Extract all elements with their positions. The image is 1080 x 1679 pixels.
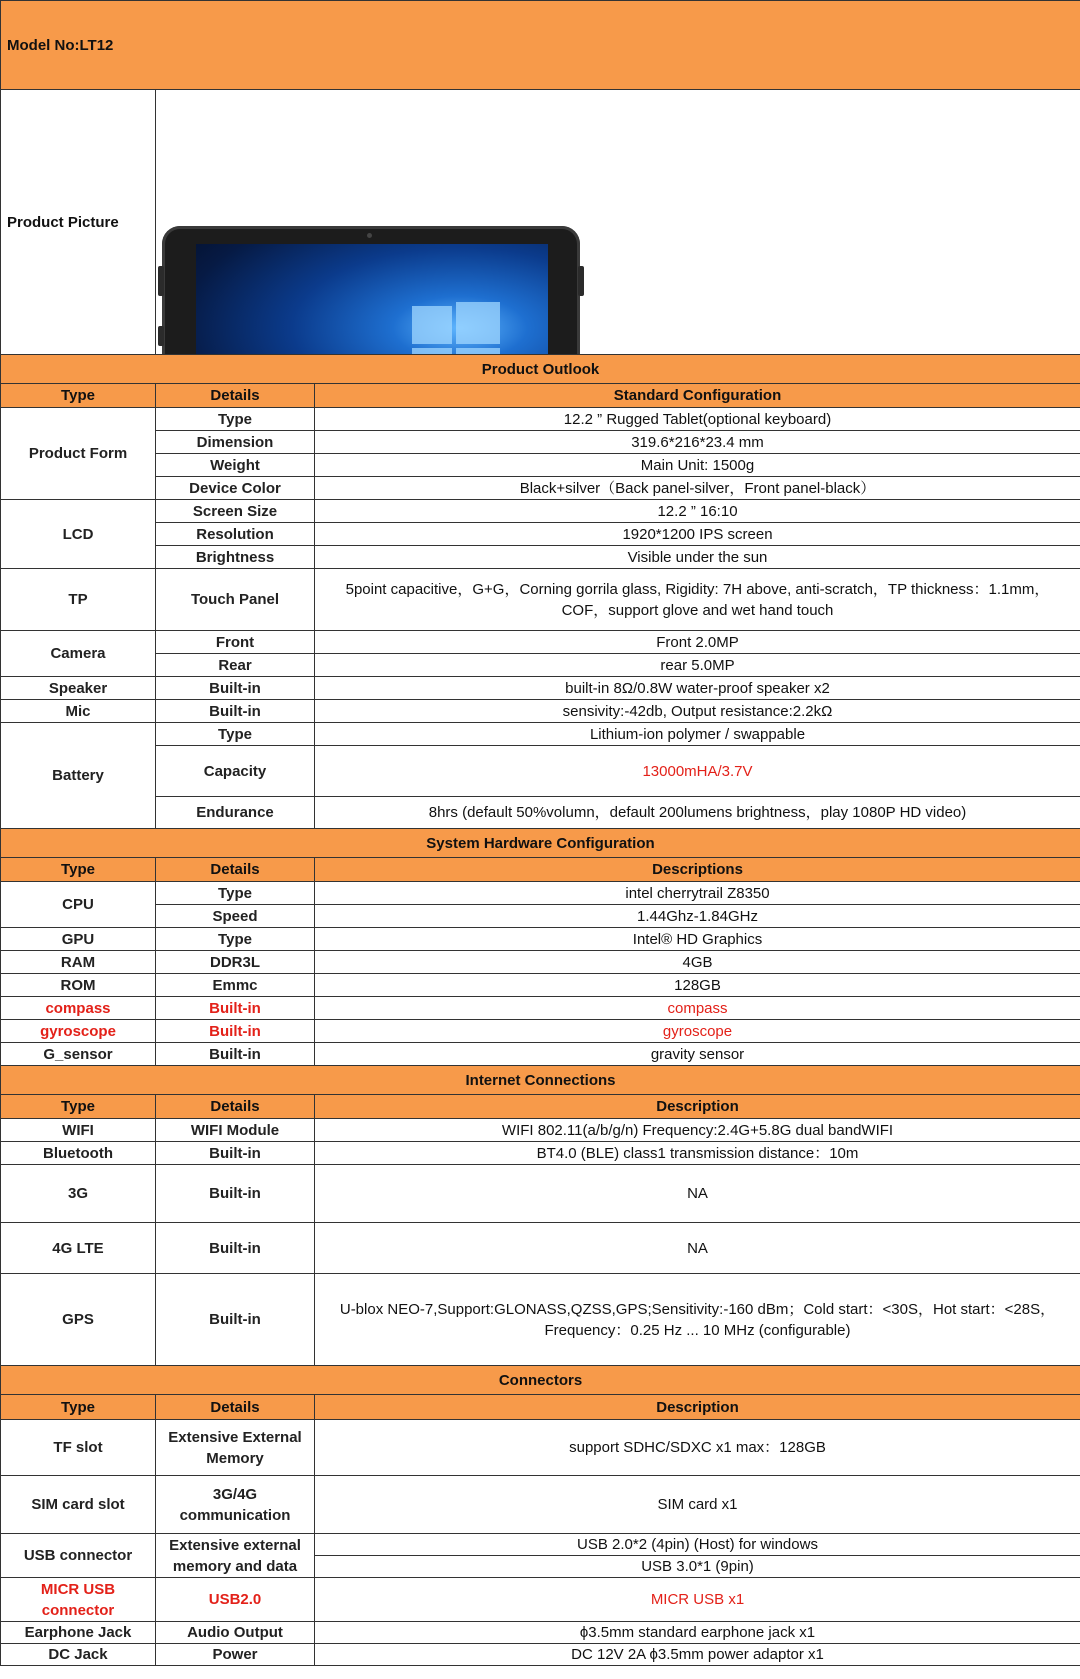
- value-dc-jack: DC 12V 2A ϕ3.5mm power adaptor x1: [315, 1644, 1080, 1666]
- value-earphone-jack: ϕ3.5mm standard earphone jack x1: [315, 1622, 1080, 1644]
- type-rom: ROM: [1, 974, 156, 997]
- section-internet-connections: Internet Connections: [1, 1066, 1080, 1095]
- windows-logo-icon: [412, 302, 500, 355]
- detail-endurance: Endurance: [156, 797, 315, 829]
- type-product-form: Product Form: [1, 408, 156, 500]
- value-compass: compass: [315, 997, 1080, 1020]
- type-wifi: WIFI: [1, 1119, 156, 1142]
- detail-4g-lte: Built-in: [156, 1223, 315, 1274]
- detail-3g: Built-in: [156, 1165, 315, 1223]
- type-gps: GPS: [1, 1274, 156, 1366]
- value-screen-size: 12.2 ” 16:10: [315, 500, 1080, 523]
- value-gyroscope: gyroscope: [315, 1020, 1080, 1043]
- type-4g-lte: 4G LTE: [1, 1223, 156, 1274]
- model-title: Model No:LT12: [1, 1, 1080, 90]
- type-speaker: Speaker: [1, 677, 156, 700]
- value-endurance: 8hrs (default 50%volumn，default 200lumens brightness，play 1080P HD video): [315, 797, 1080, 829]
- type-mic: Mic: [1, 700, 156, 723]
- detail-resolution: Resolution: [156, 523, 315, 546]
- header-descriptions: Descriptions: [315, 858, 1080, 882]
- value-speaker: built-in 8Ω/0.8W water-proof speaker x2: [315, 677, 1080, 700]
- value-gpu: Intel® HD Graphics: [315, 928, 1080, 951]
- type-tp: TP: [1, 569, 156, 631]
- detail-gyroscope: Built-in: [156, 1020, 315, 1043]
- detail-dc-jack: Power: [156, 1644, 315, 1666]
- type-cpu: CPU: [1, 882, 156, 928]
- value-front: Front 2.0MP: [315, 631, 1080, 654]
- detail-touch-panel: Touch Panel: [156, 569, 315, 631]
- detail-battery-type: Type: [156, 723, 315, 746]
- detail-mic: Built-in: [156, 700, 315, 723]
- value-device-color: Black+silver（Back panel-silver，Front panel-black）: [315, 477, 1080, 500]
- tablet-screen: [196, 244, 548, 355]
- detail-earphone-jack: Audio Output: [156, 1622, 315, 1644]
- type-ram: RAM: [1, 951, 156, 974]
- tablet-image: [162, 226, 580, 355]
- type-bluetooth: Bluetooth: [1, 1142, 156, 1165]
- section-connectors: Connectors: [1, 1366, 1080, 1395]
- detail-screen-size: Screen Size: [156, 500, 315, 523]
- header-type: Type: [1, 384, 156, 408]
- type-tf-slot: TF slot: [1, 1420, 156, 1476]
- type-compass: compass: [1, 997, 156, 1020]
- detail-g-sensor: Built-in: [156, 1043, 315, 1066]
- value-4g-lte: NA: [315, 1223, 1080, 1274]
- detail-brightness: Brightness: [156, 546, 315, 569]
- detail-tf-slot: Extensive External Memory: [156, 1420, 315, 1476]
- value-wifi: WIFI 802.11(a/b/g/n) Frequency:2.4G+5.8G dual bandWIFI: [315, 1119, 1080, 1142]
- detail-gpu: Type: [156, 928, 315, 951]
- type-gpu: GPU: [1, 928, 156, 951]
- value-tf-slot: support SDHC/SDXC x1 max：128GB: [315, 1420, 1080, 1476]
- value-bluetooth: BT4.0 (BLE) class1 transmission distance：10m: [315, 1142, 1080, 1165]
- section-system-hardware: System Hardware Configuration: [1, 829, 1080, 858]
- value-touch-panel: 5point capacitive，G+G，Corning gorrila glass, Rigidity: 7H above, anti-scratch，TP thickness：1.1mm，COF，support glove and wet hand touch: [315, 569, 1080, 631]
- value-cpu-type: intel cherrytrail Z8350: [315, 882, 1080, 905]
- detail-micr-usb: USB2.0: [156, 1578, 315, 1622]
- header-description: Description: [315, 1395, 1080, 1420]
- value-cpu-speed: 1.44Ghz-1.84GHz: [315, 905, 1080, 928]
- detail-bluetooth: Built-in: [156, 1142, 315, 1165]
- header-type: Type: [1, 1095, 156, 1119]
- detail-device-color: Device Color: [156, 477, 315, 500]
- detail-cpu-speed: Speed: [156, 905, 315, 928]
- detail-wifi: WIFI Module: [156, 1119, 315, 1142]
- detail-front: Front: [156, 631, 315, 654]
- detail-rear: Rear: [156, 654, 315, 677]
- product-picture-cell: [156, 90, 1080, 355]
- value-ram: 4GB: [315, 951, 1080, 974]
- header-description: Description: [315, 1095, 1080, 1119]
- detail-gps: Built-in: [156, 1274, 315, 1366]
- detail-compass: Built-in: [156, 997, 315, 1020]
- type-dc-jack: DC Jack: [1, 1644, 156, 1666]
- product-picture-label: Product Picture: [1, 90, 156, 355]
- type-camera: Camera: [1, 631, 156, 677]
- value-micr-usb: MICR USB x1: [315, 1578, 1080, 1622]
- header-type: Type: [1, 858, 156, 882]
- section-product-outlook: Product Outlook: [1, 355, 1080, 384]
- value-mic: sensivity:-42db, Output resistance:2.2kΩ: [315, 700, 1080, 723]
- header-details: Details: [156, 1095, 315, 1119]
- value-gps: U-blox NEO-7,Support:GLONASS,QZSS,GPS;Sensitivity:-160 dBm；Cold start：<30S，Hot start：<28S，Frequency：0.25 Hz ... 10 MHz (configurable): [315, 1274, 1080, 1366]
- detail-speaker: Built-in: [156, 677, 315, 700]
- detail-sim-card-slot: 3G/4G communication: [156, 1476, 315, 1534]
- detail-usb-connector: Extensive external memory and data: [156, 1534, 315, 1578]
- value-usb-2: USB 2.0*2 (4pin) (Host) for windows: [315, 1534, 1080, 1556]
- value-battery-type: Lithium-ion polymer / swappable: [315, 723, 1080, 746]
- value-3g: NA: [315, 1165, 1080, 1223]
- type-sim-card-slot: SIM card slot: [1, 1476, 156, 1534]
- detail-dimension: Dimension: [156, 431, 315, 454]
- value-rom: 128GB: [315, 974, 1080, 997]
- header-details: Details: [156, 858, 315, 882]
- value-brightness: Visible under the sun: [315, 546, 1080, 569]
- value-weight: Main Unit: 1500g: [315, 454, 1080, 477]
- type-battery: Battery: [1, 723, 156, 829]
- value-rear: rear 5.0MP: [315, 654, 1080, 677]
- type-gyroscope: gyroscope: [1, 1020, 156, 1043]
- value-usb-3: USB 3.0*1 (9pin): [315, 1556, 1080, 1578]
- detail-capacity: Capacity: [156, 746, 315, 797]
- detail-weight: Weight: [156, 454, 315, 477]
- detail-cpu-type: Type: [156, 882, 315, 905]
- value-sim-card-slot: SIM card x1: [315, 1476, 1080, 1534]
- header-details: Details: [156, 1395, 315, 1420]
- header-standard-configuration: Standard Configuration: [315, 384, 1080, 408]
- detail-ram: DDR3L: [156, 951, 315, 974]
- type-g-sensor: G_sensor: [1, 1043, 156, 1066]
- detail-rom: Emmc: [156, 974, 315, 997]
- value-dimension: 319.6*216*23.4 mm: [315, 431, 1080, 454]
- detail-type: Type: [156, 408, 315, 431]
- value-g-sensor: gravity sensor: [315, 1043, 1080, 1066]
- value-resolution: 1920*1200 IPS screen: [315, 523, 1080, 546]
- header-type: Type: [1, 1395, 156, 1420]
- value-capacity: 13000mHA/3.7V: [315, 746, 1080, 797]
- type-usb-connector: USB connector: [1, 1534, 156, 1578]
- type-earphone-jack: Earphone Jack: [1, 1622, 156, 1644]
- header-details: Details: [156, 384, 315, 408]
- value-type: 12.2 ” Rugged Tablet(optional keyboard): [315, 408, 1080, 431]
- type-3g: 3G: [1, 1165, 156, 1223]
- type-micr-usb: MICR USB connector: [1, 1578, 156, 1622]
- type-lcd: LCD: [1, 500, 156, 569]
